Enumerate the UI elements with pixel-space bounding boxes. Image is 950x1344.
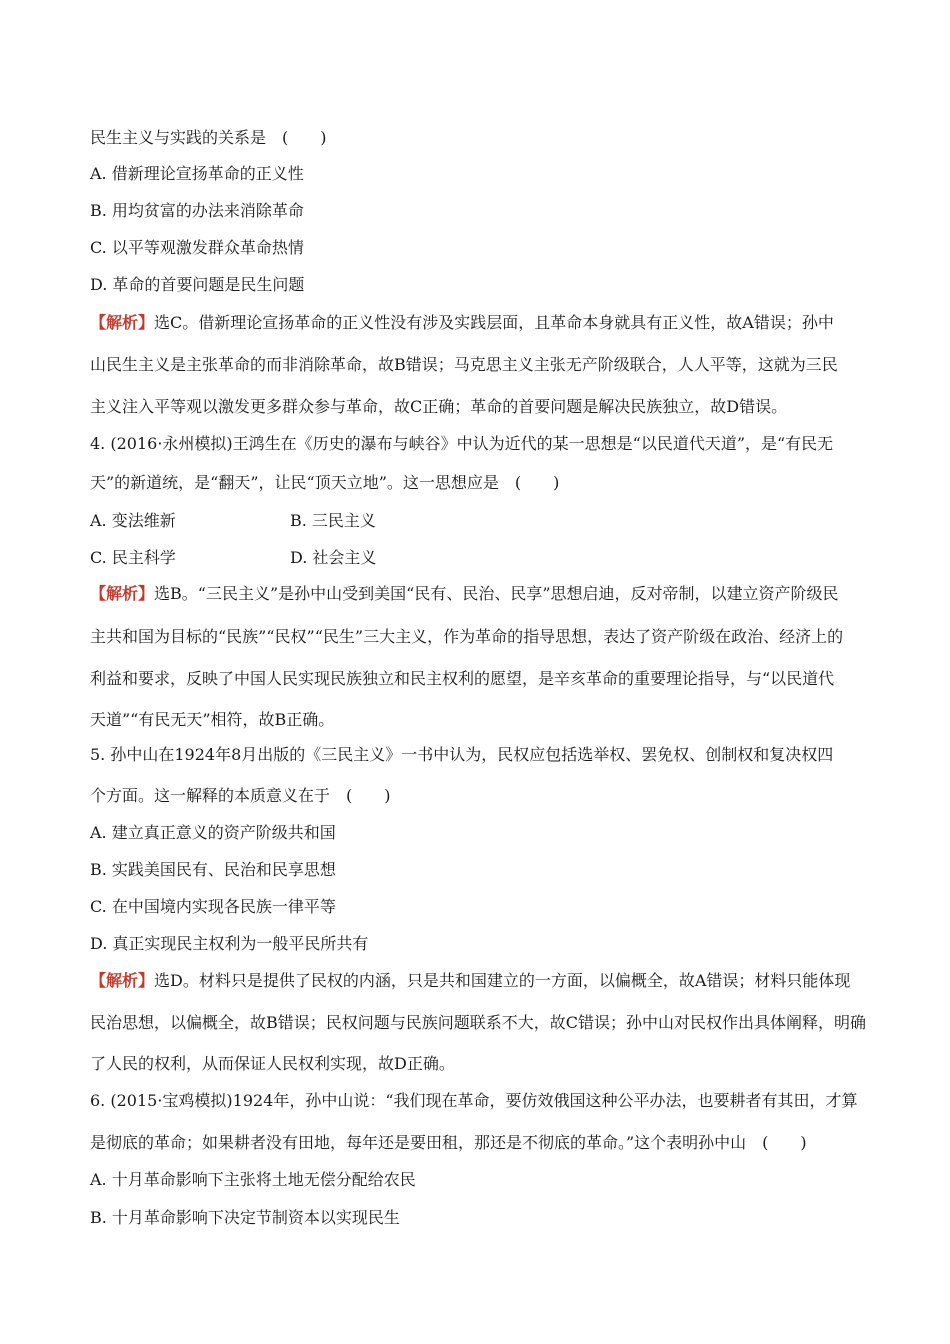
analysis-text: 选D。材料只是提供了民权的内涵，只是共和国建立的一方面，以偏概全，故A错误；材料只能体现 — [154, 971, 851, 990]
q6-option-a: A. 十月革命影响下主张将土地无偿分配给农民 — [90, 1170, 416, 1189]
q4-options-row-1 — [90, 511, 870, 531]
q3-option-a: A. 借新理论宣扬革命的正义性 — [90, 164, 304, 183]
q4-stem-line-2: 天”的新道统，是“翻天”，让民“顶天立地”。这一思想应是 ( ) — [90, 473, 560, 492]
q4-option-a: A. 变法维新 — [90, 511, 176, 530]
q4-stem-line-1: 4. (2016·永州模拟)王鸿生在《历史的瀑布与峡谷》中认为近代的某一思想是“以民道代天道”，是“有民无 — [90, 434, 834, 453]
q3-option-c: C. 以平等观激发群众革命热情 — [90, 238, 304, 257]
q3-analysis-line-2: 山民生主义是主张革命的而非消除革命，故B错误；马克思主义主张无产阶级联合，人人平等，这就为三民 — [90, 355, 838, 374]
q4-analysis-line-2: 主共和国为目标的“民族”“民权”“民生”三大主义，作为革命的指导思想，表达了资产阶级在政治、经济上的 — [90, 627, 844, 646]
q5-stem-line-1: 5. 孙中山在1924年8月出版的《三民主义》一书中认为，民权应包括选举权、罢免权、创制权和复决权四 — [90, 745, 834, 764]
analysis-tag: 【解析】 — [90, 313, 155, 332]
q5-option-c: C. 在中国境内实现各民族一律平等 — [90, 897, 336, 916]
q6-stem-line-1: 6. (2015·宝鸡模拟)1924年，孙中山说：“我们现在革命，要仿效俄国这种公平办法，也要耕者有其田，才算 — [90, 1091, 858, 1110]
q3-stem: 民生主义与实践的关系是 ( ) — [90, 128, 327, 147]
q3-analysis-line-3: 主义注入平等观以激发更多群众参与革命，故C正确；革命的首要问题是解决民族独立，故D错误。 — [90, 397, 788, 416]
q6-option-b: B. 十月革命影响下决定节制资本以实现民生 — [90, 1208, 400, 1227]
q4-analysis-line-4: 天道”“有民无天”相符，故B正确。 — [90, 710, 335, 729]
q3-option-b: B. 用均贫富的办法来消除革命 — [90, 201, 304, 220]
analysis-tag: 【解析】 — [90, 971, 155, 990]
q5-analysis-line-3: 了人民的权利，从而保证人民权利实现，故D正确。 — [90, 1054, 455, 1073]
analysis-text: 选C。借新理论宣扬革命的正义性没有涉及实践层面，且革命本身就具有正义性，故A错误；孙中 — [154, 313, 834, 332]
q4-analysis-line-3: 利益和要求，反映了中国人民实现民族独立和民主权利的愿望，是辛亥革命的重要理论指导，与“以民道代 — [90, 669, 835, 688]
q4-options-row-2 — [90, 548, 870, 568]
q5-stem-line-2: 个方面。这一解释的本质意义在于 ( ) — [90, 786, 391, 805]
q3-analysis-line-1 — [90, 313, 870, 333]
q5-option-b: B. 实践美国民有、民治和民享思想 — [90, 860, 336, 879]
q3-option-d: D. 革命的首要问题是民生问题 — [90, 275, 305, 294]
q4-option-c: C. 民主科学 — [90, 548, 176, 567]
q6-stem-line-2: 是彻底的革命；如果耕者没有田地，每年还是要田租，那还是不彻底的革命。”这个表明孙中山 ( ) — [90, 1133, 807, 1152]
analysis-tag: 【解析】 — [90, 584, 155, 603]
q5-option-a: A. 建立真正意义的资产阶级共和国 — [90, 823, 336, 842]
q4-option-b: B. 三民主义 — [290, 511, 376, 530]
q4-option-d: D. 社会主义 — [290, 548, 377, 567]
analysis-text: 选B。“三民主义”是孙中山受到美国“民有、民治、民享”思想启迪，反对帝制，以建立资产阶级民 — [154, 584, 839, 603]
q5-option-d: D. 真正实现民主权利为一般平民所共有 — [90, 934, 369, 953]
q5-analysis-line-1 — [90, 971, 870, 991]
q5-analysis-line-2: 民治思想，以偏概全，故B错误；民权问题与民族问题联系不大，故C错误；孙中山对民权作出具体阐释，明确 — [90, 1013, 867, 1032]
q4-analysis-line-1 — [90, 584, 870, 604]
